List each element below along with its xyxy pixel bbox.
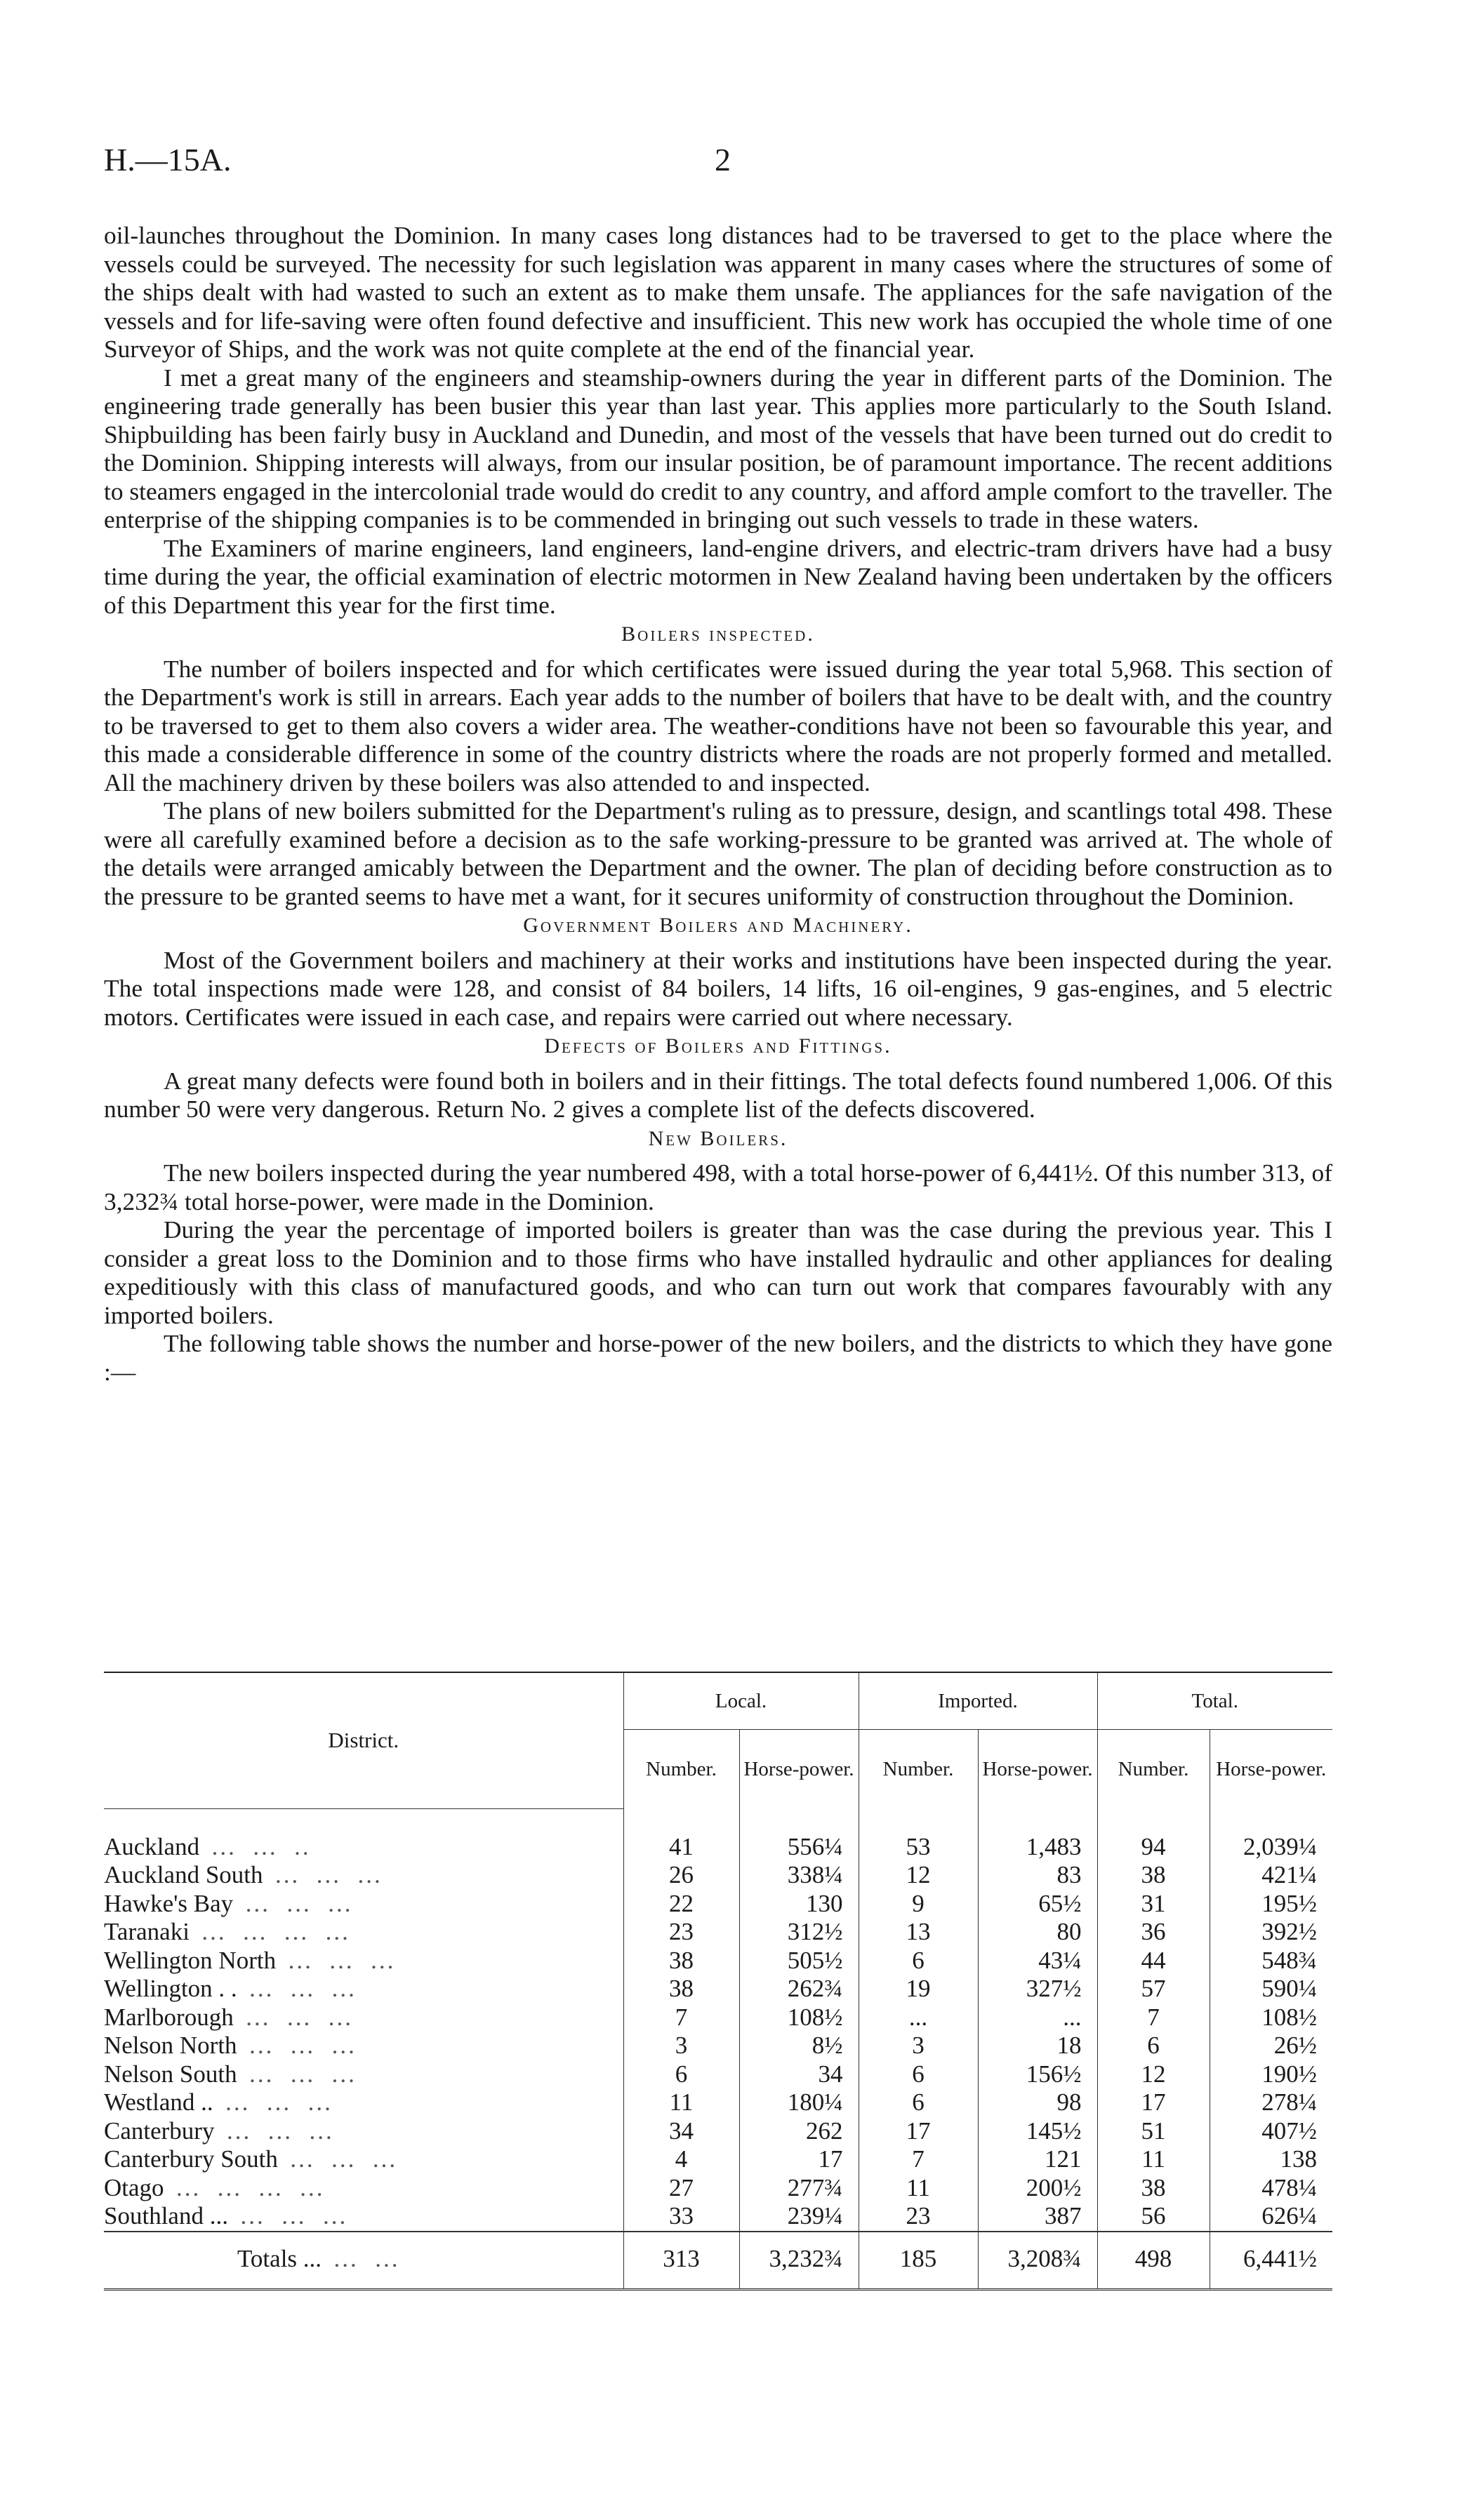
local-number-cell: 6 xyxy=(623,2060,739,2089)
paragraph: oil-launches throughout the Dominion. In many cases long distances had to be traversed to get to the place where the vessels could be surveyed. The necessity for such legislation was apparent in many cases where the structures of some of the ships dealt with had wasted to such an extent as to make them unsafe. The appliances for the safe navigation of the vessels and for life-saving were often found defective and insufficient. This new work has occupied the whole time of one Surveyor of Ships, and the work was not quite complete at the end of the financial year. xyxy=(104,221,1332,363)
table-row xyxy=(104,2004,1332,2032)
imported-horsepower-cell: 98 xyxy=(978,2088,1097,2117)
total-number-cell: 38 xyxy=(1097,2174,1210,2203)
imported-horsepower-cell: 1,483 xyxy=(978,1833,1097,1862)
district-cell xyxy=(104,1861,623,1890)
district-cell xyxy=(104,2202,623,2232)
total-horsepower-header: Horse-power. xyxy=(1210,1730,1332,1809)
local-number-cell: 38 xyxy=(623,1975,739,2004)
imported-horsepower-cell: 121 xyxy=(978,2145,1097,2174)
leader-dots: ... ... ... xyxy=(288,1946,396,1974)
total-horsepower-cell: 108½ xyxy=(1210,2004,1332,2032)
paragraph: The following table shows the number and horse-power of the new boilers, and the districts to which they have gone :— xyxy=(104,1329,1332,1386)
local-number-cell: 313 xyxy=(623,2232,739,2290)
leader-dots: ... ... xyxy=(333,2244,400,2272)
table-row xyxy=(104,2088,1332,2117)
district-cell xyxy=(104,2060,623,2089)
total-horsepower-cell: 421¼ xyxy=(1210,1861,1332,1890)
local-horsepower-cell: 8½ xyxy=(739,2032,859,2060)
total-horsepower-cell: 190½ xyxy=(1210,2060,1332,2089)
imported-number-cell: 17 xyxy=(859,2117,978,2146)
imported-horsepower-cell: 3,208¾ xyxy=(978,2232,1097,2290)
imported-horsepower-cell: 65½ xyxy=(978,1890,1097,1919)
imported-number-cell: 12 xyxy=(859,1861,978,1890)
total-number-cell: 94 xyxy=(1097,1833,1210,1862)
leader-dots: ... ... ... ... xyxy=(176,2173,325,2201)
total-horsepower-cell: 392½ xyxy=(1210,1918,1332,1947)
total-number-cell: 51 xyxy=(1097,2117,1210,2146)
leader-dots: ... ... ... xyxy=(249,2060,357,2088)
leader-dots: ... ... ... xyxy=(275,1861,383,1888)
district-name: Canterbury South xyxy=(104,2145,278,2173)
leader-dots: ... ... .. xyxy=(211,1832,311,1860)
total-horsepower-cell: 478¼ xyxy=(1210,2174,1332,2203)
paragraph: The number of boilers inspected and for which certificates were issued during the year total 5,968. This section of the Department's work is still in arrears. Each year adds to the number of boilers that have to be dealt with, and the country to be traversed to get to them also covers a wider area. The weather-conditions have not been so favourable this year, and this made a considerable difference in some of the country districts where the roads are not properly formed and metalled. All the machinery driven by these boilers was also attended to and inspected. xyxy=(104,654,1332,796)
district-name: Westland .. xyxy=(104,2088,213,2116)
total-number-cell: 31 xyxy=(1097,1890,1210,1919)
local-horsepower-cell: 505½ xyxy=(739,1947,859,1975)
district-name: Southland ... xyxy=(104,2202,228,2229)
local-number-cell: 33 xyxy=(623,2202,739,2232)
imported-horsepower-header: Horse-power. xyxy=(978,1730,1097,1809)
totals-label: Totals ... xyxy=(237,2244,322,2272)
local-horsepower-cell: 312½ xyxy=(739,1918,859,1947)
district-name: Taranaki xyxy=(104,1918,190,1945)
total-number-cell: 56 xyxy=(1097,2202,1210,2232)
section-heading: New Boilers. xyxy=(648,1126,788,1150)
imported-horsepower-cell: ... xyxy=(978,2004,1097,2032)
imported-horsepower-cell: 387 xyxy=(978,2202,1097,2232)
local-horsepower-cell: 277¾ xyxy=(739,2174,859,2203)
imported-number-cell: 3 xyxy=(859,2032,978,2060)
district-cell xyxy=(104,2174,623,2203)
table-row xyxy=(104,2145,1332,2174)
page-number: 2 xyxy=(715,142,731,178)
local-horsepower-cell: 108½ xyxy=(739,2004,859,2032)
total-number-cell: 38 xyxy=(1097,1861,1210,1890)
imported-number-cell: 9 xyxy=(859,1890,978,1919)
imported-number-cell: 6 xyxy=(859,2060,978,2089)
district-column-header: District. xyxy=(104,1672,623,1808)
district-name: Canterbury xyxy=(104,2116,215,2145)
section-heading: Government Boilers and Machinery. xyxy=(523,914,913,937)
total-number-cell: 44 xyxy=(1097,1947,1210,1975)
total-horsepower-cell: 2,039¼ xyxy=(1210,1833,1332,1862)
local-horsepower-cell: 34 xyxy=(739,2060,859,2089)
district-cell xyxy=(104,2032,623,2060)
total-number-cell: 36 xyxy=(1097,1918,1210,1947)
section-heading: Defects of Boilers and Fittings. xyxy=(544,1034,892,1058)
table-row xyxy=(104,1861,1332,1890)
district-cell xyxy=(104,1975,623,2004)
imported-number-cell: 6 xyxy=(859,1947,978,1975)
total-horsepower-cell: 26½ xyxy=(1210,2032,1332,2060)
leader-dots: ... ... ... xyxy=(240,2202,348,2229)
new-boilers-table xyxy=(104,1672,1332,2291)
body-text xyxy=(104,221,1332,1386)
imported-horsepower-cell: 83 xyxy=(978,1861,1097,1890)
district-cell xyxy=(104,1947,623,1975)
imported-horsepower-cell: 156½ xyxy=(978,2060,1097,2089)
section-heading: Boilers inspected. xyxy=(621,622,815,646)
local-horsepower-cell: 262 xyxy=(739,2117,859,2146)
leader-dots: ... ... ... xyxy=(245,1889,353,1917)
leader-dots: ... ... ... xyxy=(225,2088,333,2116)
paragraph: The Examiners of marine engineers, land engineers, land-engine drivers, and electric-tram drivers have had a busy time during the year, the official examination of electric motormen in New Zealand having been undertaken by the officers of this Department this year for the first time. xyxy=(104,533,1332,619)
total-horsepower-cell: 6,441½ xyxy=(1210,2232,1332,2290)
table-row xyxy=(104,2060,1332,2089)
paragraph: The plans of new boilers submitted for the Department's ruling as to pressure, design, and scantlings total 498. These were all carefully examined before a decision as to the safe working-pressure to be granted was arrived at. The whole of the details were arranged amicably between the Department and the owner. The plan of deciding before construction as to the pressure to be granted seems to have met a want, for it secures uniformity of construction throughout the Dominion. xyxy=(104,796,1332,910)
imported-number-cell: 23 xyxy=(859,2202,978,2232)
imported-group-header: Imported. xyxy=(859,1672,1097,1730)
total-number-cell: 57 xyxy=(1097,1975,1210,2004)
total-group-header: Total. xyxy=(1097,1672,1332,1730)
leader-dots: ... ... ... ... xyxy=(201,1918,350,1945)
imported-number-cell: 6 xyxy=(859,2088,978,2117)
district-name: Hawke's Bay xyxy=(104,1889,234,1917)
imported-horsepower-cell: 18 xyxy=(978,2032,1097,2060)
total-number-cell: 12 xyxy=(1097,2060,1210,2089)
imported-number-cell: ... xyxy=(859,2004,978,2032)
paragraph: A great many defects were found both in boilers and in their fittings. The total defects found numbered 1,006. Of this number 50 were very dangerous. Return No. 2 gives a complete list of the defects discovered. xyxy=(104,1066,1332,1123)
totals-row xyxy=(104,2232,1332,2290)
district-name: Wellington North xyxy=(104,1946,277,1974)
table-row xyxy=(104,1890,1332,1919)
table-row xyxy=(104,2117,1332,2146)
local-horsepower-cell: 130 xyxy=(739,1890,859,1919)
district-name: Wellington . . xyxy=(104,1975,237,2002)
district-name: Auckland South xyxy=(104,1861,263,1888)
total-number-cell: 6 xyxy=(1097,2032,1210,2060)
district-name: Marlborough xyxy=(104,2003,234,2031)
local-number-cell: 23 xyxy=(623,1918,739,1947)
local-horsepower-cell: 262¾ xyxy=(739,1975,859,2004)
total-horsepower-cell: 626¼ xyxy=(1210,2202,1332,2232)
local-number-cell: 38 xyxy=(623,1947,739,1975)
district-cell xyxy=(104,2004,623,2032)
district-cell xyxy=(104,1833,623,1862)
total-horsepower-cell: 278¼ xyxy=(1210,2088,1332,2117)
local-number-cell: 7 xyxy=(623,2004,739,2032)
district-name: Nelson South xyxy=(104,2060,237,2088)
table-row xyxy=(104,1833,1332,1862)
imported-horsepower-cell: 43¼ xyxy=(978,1947,1097,1975)
table-body xyxy=(104,1808,1332,2289)
table-row xyxy=(104,2032,1332,2060)
district-cell xyxy=(104,1890,623,1919)
table-row xyxy=(104,1947,1332,1975)
district-name: Auckland xyxy=(104,1832,200,1860)
district-cell xyxy=(104,2088,623,2117)
local-horsepower-cell: 3,232¾ xyxy=(739,2232,859,2290)
imported-horsepower-cell: 145½ xyxy=(978,2117,1097,2146)
leader-dots: ... ... ... xyxy=(246,2003,353,2031)
paragraph: The new boilers inspected during the year numbered 498, with a total horse-power of 6,441½. Of this number 313, of 3,232¾ total horse-power, were made in the Dominion. xyxy=(104,1159,1332,1215)
local-horsepower-cell: 338¼ xyxy=(739,1861,859,1890)
local-number-cell: 3 xyxy=(623,2032,739,2060)
local-number-cell: 11 xyxy=(623,2088,739,2117)
local-horsepower-cell: 556¼ xyxy=(739,1833,859,1862)
district-name: Otago xyxy=(104,2173,164,2201)
local-number-cell: 27 xyxy=(623,2174,739,2203)
table-spacer xyxy=(104,1808,1332,1833)
district-cell xyxy=(104,2145,623,2174)
table-row xyxy=(104,2202,1332,2232)
local-horsepower-header: Horse-power. xyxy=(739,1730,859,1809)
local-number-cell: 4 xyxy=(623,2145,739,2174)
leader-dots: ... ... ... xyxy=(290,2145,398,2173)
total-horsepower-cell: 138 xyxy=(1210,2145,1332,2174)
imported-number-cell: 13 xyxy=(859,1918,978,1947)
total-horsepower-cell: 590¼ xyxy=(1210,1975,1332,2004)
district-cell xyxy=(104,1918,623,1947)
total-number-header: Number. xyxy=(1097,1730,1210,1809)
imported-number-cell: 185 xyxy=(859,2232,978,2290)
district-name: Nelson North xyxy=(104,2032,237,2059)
district-cell xyxy=(104,2117,623,2146)
table-row xyxy=(104,1975,1332,2004)
paragraph: I met a great many of the engineers and steamship-owners during the year in different parts of the Dominion. The engineering trade generally has been busier this year than last year. This applies more particularly to the South Island. Shipbuilding has been fairly busy in Auckland and Dunedin, and most of the vessels that have been turned out do credit to the Dominion. Shipping interests will always, from our insular position, be of paramount importance. The recent additions to steamers engaged in the intercolonial trade would do credit to any country, and afford ample comfort to the traveller. The enterprise of the shipping companies is to be commended in bringing out such vessels to trade in these waters. xyxy=(104,363,1332,533)
total-number-cell: 17 xyxy=(1097,2088,1210,2117)
local-number-cell: 41 xyxy=(623,1833,739,1862)
totals-label-cell xyxy=(104,2232,623,2290)
local-number-cell: 26 xyxy=(623,1861,739,1890)
leader-dots: ... ... ... xyxy=(249,2032,357,2059)
local-number-header: Number. xyxy=(623,1730,739,1809)
total-horsepower-cell: 195½ xyxy=(1210,1890,1332,1919)
imported-number-cell: 11 xyxy=(859,2174,978,2203)
imported-number-cell: 53 xyxy=(859,1833,978,1862)
local-number-cell: 22 xyxy=(623,1890,739,1919)
table-row xyxy=(104,2174,1332,2203)
imported-horsepower-cell: 200½ xyxy=(978,2174,1097,2203)
imported-number-cell: 19 xyxy=(859,1975,978,2004)
total-horsepower-cell: 407½ xyxy=(1210,2117,1332,2146)
paragraph: Most of the Government boilers and machinery at their works and institutions have been inspected during the year. The total inspections made were 128, and consist of 84 boilers, 14 lifts, 16 oil-engines, 9 gas-engines, and 5 electric motors. Certificates were issued in each case, and repairs were carried out where necessary. xyxy=(104,945,1332,1031)
local-horsepower-cell: 239¼ xyxy=(739,2202,859,2232)
report-reference: H.—15A. xyxy=(104,142,232,178)
paragraph: During the year the percentage of imported boilers is greater than was the case during the previous year. This I consider a great loss to the Dominion and to those firms who have installed hydraulic and other appliances for dealing expeditiously with this class of manufactured goods, and who can turn out work that compares favourably with any imported boilers. xyxy=(104,1215,1332,1329)
total-number-cell: 498 xyxy=(1097,2232,1210,2290)
local-group-header: Local. xyxy=(623,1672,859,1730)
leader-dots: ... ... ... xyxy=(249,1975,357,2002)
imported-horsepower-cell: 80 xyxy=(978,1918,1097,1947)
imported-horsepower-cell: 327½ xyxy=(978,1975,1097,2004)
local-number-cell: 34 xyxy=(623,2117,739,2146)
local-horsepower-cell: 17 xyxy=(739,2145,859,2174)
total-number-cell: 7 xyxy=(1097,2004,1210,2032)
imported-number-cell: 7 xyxy=(859,2145,978,2174)
local-horsepower-cell: 180¼ xyxy=(739,2088,859,2117)
leader-dots: ... ... ... xyxy=(226,2116,334,2145)
total-horsepower-cell: 548¾ xyxy=(1210,1947,1332,1975)
total-number-cell: 11 xyxy=(1097,2145,1210,2174)
imported-number-header: Number. xyxy=(859,1730,978,1809)
table-row xyxy=(104,1918,1332,1947)
